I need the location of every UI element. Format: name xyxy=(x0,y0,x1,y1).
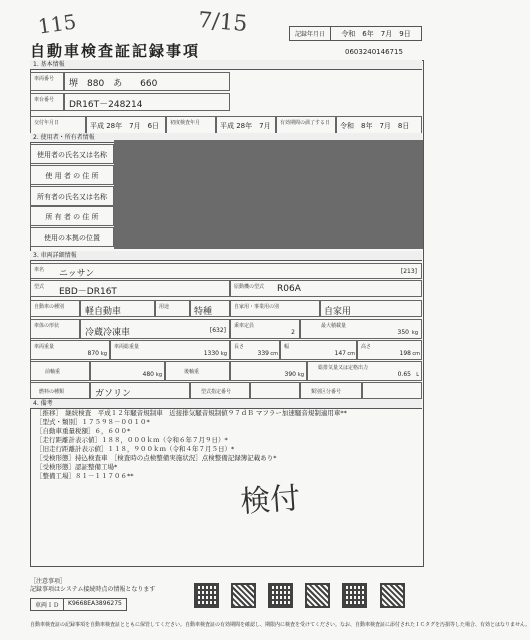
plate-label-cell xyxy=(30,72,64,91)
height-label: 高さ xyxy=(361,344,372,350)
width-label: 幅 xyxy=(284,344,290,350)
chassis-value: DR16T－248214 xyxy=(69,100,143,110)
rear-axle-value: 390 xyxy=(284,371,296,378)
use-value: 特種 xyxy=(194,307,213,317)
reg-cell xyxy=(86,116,166,134)
use-label-cell xyxy=(155,300,190,317)
expiry-value: 令和 8年 7月 8日 xyxy=(340,122,410,130)
private-cell xyxy=(320,300,422,317)
plate-cell xyxy=(64,72,230,91)
qr-code-icon xyxy=(380,583,405,608)
reg-label: 交付年月日 xyxy=(34,120,60,126)
note-line: ［型式・類別］１７５９８－００１０* xyxy=(36,418,150,426)
qr-code-icon xyxy=(231,583,256,608)
height-cell xyxy=(357,340,422,360)
engine-value: R06A xyxy=(277,284,301,294)
height-unit: cm xyxy=(412,351,420,357)
qr-code-icon xyxy=(268,583,293,608)
fuel-label: 燃料の種類 xyxy=(39,389,65,395)
rear-axle-label-cell xyxy=(165,361,230,381)
width-unit: cm xyxy=(347,351,355,357)
body-cell xyxy=(80,319,230,339)
height-value: 198 xyxy=(399,350,411,357)
kind-label: 自動車の種別 xyxy=(34,304,65,310)
first-cell xyxy=(216,116,276,134)
note-line: ［整備工場］８１－１１７０６** xyxy=(36,472,134,480)
note-line: ［受検形態］認証整備工場* xyxy=(36,463,118,471)
front-axle-label: 前軸重 xyxy=(45,369,61,375)
caution-title: ［注意事項］ xyxy=(30,578,67,585)
expiry-cell xyxy=(336,116,422,134)
qr-code-icon xyxy=(342,583,367,608)
first-label: 初度検査年月 xyxy=(170,120,201,126)
weight-value: 870 xyxy=(87,350,99,357)
base-location-label: 使用の本拠の位置 xyxy=(30,227,114,247)
body-code: [632] xyxy=(209,327,226,334)
handwritten-date: 7/15 xyxy=(197,7,249,38)
kind-cell xyxy=(80,300,155,317)
width-value: 147 xyxy=(334,350,346,357)
category-no-label: 類別区分番号 xyxy=(311,389,342,395)
body-value: 冷蔵冷凍車 xyxy=(85,328,131,338)
owner-address-label: 所 有 者 の 住 所 xyxy=(30,206,114,226)
chassis-label: 車台番号 xyxy=(34,97,55,103)
car-id-box xyxy=(30,598,127,611)
reg-value: 平成 28年 7月 6日 xyxy=(90,122,160,130)
note-line: ［受検形態］持込検査車 ［検査時の点検整備実施状況］点検整備記録簿記載あり* xyxy=(36,454,277,462)
maker-code: [213] xyxy=(400,268,417,275)
width-cell xyxy=(280,340,357,360)
front-axle-label-cell xyxy=(30,361,90,381)
plate-label: 車両番号 xyxy=(34,76,55,82)
maker-label: 車名 xyxy=(34,267,45,273)
qr-code-icon xyxy=(194,583,219,608)
footer-note: 自動車検査証の記録事項を自動車検査証とともに保管してください。自動車検査証の有効期間を確認し、期限内に検査を受けてください。なお、自動車検査証に添付されたＩＣタグを汚損等した場合、有効とはなりません。 xyxy=(30,622,530,628)
max-load-cell xyxy=(300,319,422,339)
type-no-cell xyxy=(250,382,300,399)
private-label-cell xyxy=(230,300,320,317)
capacity-cell xyxy=(230,319,300,339)
reg-label-cell xyxy=(30,116,86,134)
car-id-value: K9668EA3896275 xyxy=(68,600,122,607)
section-notes-header: 4. 備考 xyxy=(30,399,422,409)
section-owner-header: 2. 使用者・所有者情報 xyxy=(30,133,422,143)
length-label: 長さ xyxy=(234,344,245,350)
section-vehicle-header: 3. 車両詳細情報 xyxy=(30,251,422,261)
user-address-label: 使 用 者 の 住 所 xyxy=(30,165,114,185)
max-load-unit: kg xyxy=(411,330,418,336)
use-label: 用途 xyxy=(159,304,170,310)
front-axle-cell xyxy=(90,361,165,381)
capacity-value: 2 xyxy=(291,329,295,336)
kind-label-cell xyxy=(30,300,80,317)
first-value: 平成 28年 7月 xyxy=(220,122,271,130)
caution-line: 記録事項はシステム接続時点の情報となります xyxy=(30,586,156,593)
expiry-label: 有効期間の満了する日 xyxy=(280,120,331,126)
issue-date-box xyxy=(289,26,422,41)
handwritten-number: 115 xyxy=(36,9,78,39)
gross-unit: kg xyxy=(220,351,227,357)
car-id-label: 車両ＩＤ xyxy=(31,599,64,610)
chassis-cell xyxy=(64,93,230,111)
category-no-label-cell xyxy=(300,382,362,399)
max-load-value: 350 xyxy=(397,329,409,336)
private-value: 自家用 xyxy=(324,307,352,317)
note-line: ［走行距離計表示値］１８８，０００ｋｍ（令和６年７月９日）* xyxy=(36,436,228,444)
engine-cell xyxy=(230,280,422,297)
max-load-label: 最大積載量 xyxy=(321,323,347,329)
user-name-label: 使用者の氏名又は名称 xyxy=(30,144,114,164)
owner-name-label: 所有者の氏名又は名称 xyxy=(30,186,114,206)
type-no-label-cell xyxy=(190,382,250,399)
fuel-value: ガソリン xyxy=(95,389,132,399)
category-no-cell xyxy=(362,382,422,399)
redaction-block xyxy=(114,140,423,249)
maker-value: ニッサン xyxy=(59,269,95,279)
document-number: 0603240146715 xyxy=(345,48,403,56)
fuel-label-cell xyxy=(30,382,90,399)
kind-value: 軽自動車 xyxy=(85,307,122,317)
displacement-unit: L xyxy=(416,372,419,378)
qr-code-icon xyxy=(305,583,330,608)
plate-value: 堺 880 あ 660 xyxy=(69,79,158,89)
model-value: EBD－DR16T xyxy=(59,287,117,297)
chassis-label-cell xyxy=(30,93,64,111)
type-no-label: 型式指定番号 xyxy=(201,389,232,395)
gross-cell xyxy=(110,340,230,360)
displacement-value: 0.65 xyxy=(397,371,411,378)
section-basic-header: 1. 基本情報 xyxy=(30,60,422,70)
fuel-cell xyxy=(90,382,190,399)
front-axle-unit: kg xyxy=(155,372,162,378)
document-title: 自動車検査証記録事項 xyxy=(30,42,201,60)
length-unit: cm xyxy=(270,351,278,357)
weight-cell xyxy=(30,340,110,360)
inspection-stamp: 検付 xyxy=(239,480,302,521)
notes-text xyxy=(36,409,416,481)
model-cell xyxy=(30,280,230,297)
issue-date-value: 令和 6年 7月 9日 xyxy=(341,29,411,38)
engine-label: 原動機の型式 xyxy=(234,284,265,290)
issue-date-label: 記録年月日 xyxy=(290,27,331,40)
gross-label: 車両総重量 xyxy=(114,344,140,350)
length-value: 339 xyxy=(257,350,269,357)
gross-value: 1330 xyxy=(203,350,219,357)
displacement-cell xyxy=(307,361,422,381)
note-line: ［旧走行距離計表示値］１１８，９００ｋｍ（令和４年７月５日）* xyxy=(36,445,235,453)
rear-axle-cell xyxy=(230,361,307,381)
rear-axle-unit: kg xyxy=(297,372,304,378)
weight-unit: kg xyxy=(100,351,107,357)
private-label: 自家用・事業用の別 xyxy=(234,304,280,310)
displacement-label: 総排気量又は定格出力 xyxy=(318,365,369,371)
length-cell xyxy=(230,340,280,360)
body-label: 車体の形状 xyxy=(34,323,60,329)
first-label-cell xyxy=(166,116,216,134)
weight-label: 車両重量 xyxy=(34,344,55,350)
capacity-label: 乗車定員 xyxy=(234,323,255,329)
note-line: ［自動車重量税額］６，６００* xyxy=(36,427,131,435)
model-label: 型式 xyxy=(34,284,45,290)
caution-block xyxy=(30,578,155,594)
expiry-label-cell xyxy=(276,116,336,134)
note-line: ［推移］ 継続検査 平成１２年騒音規制車 近接排気騒音規制値９７ｄＢ マフラー加速騒音規制適用車** xyxy=(36,409,347,417)
use-cell xyxy=(190,300,230,317)
maker-row xyxy=(30,263,422,279)
front-axle-value: 480 xyxy=(142,371,154,378)
body-label-cell xyxy=(30,319,80,339)
rear-axle-label: 後軸重 xyxy=(184,369,200,375)
